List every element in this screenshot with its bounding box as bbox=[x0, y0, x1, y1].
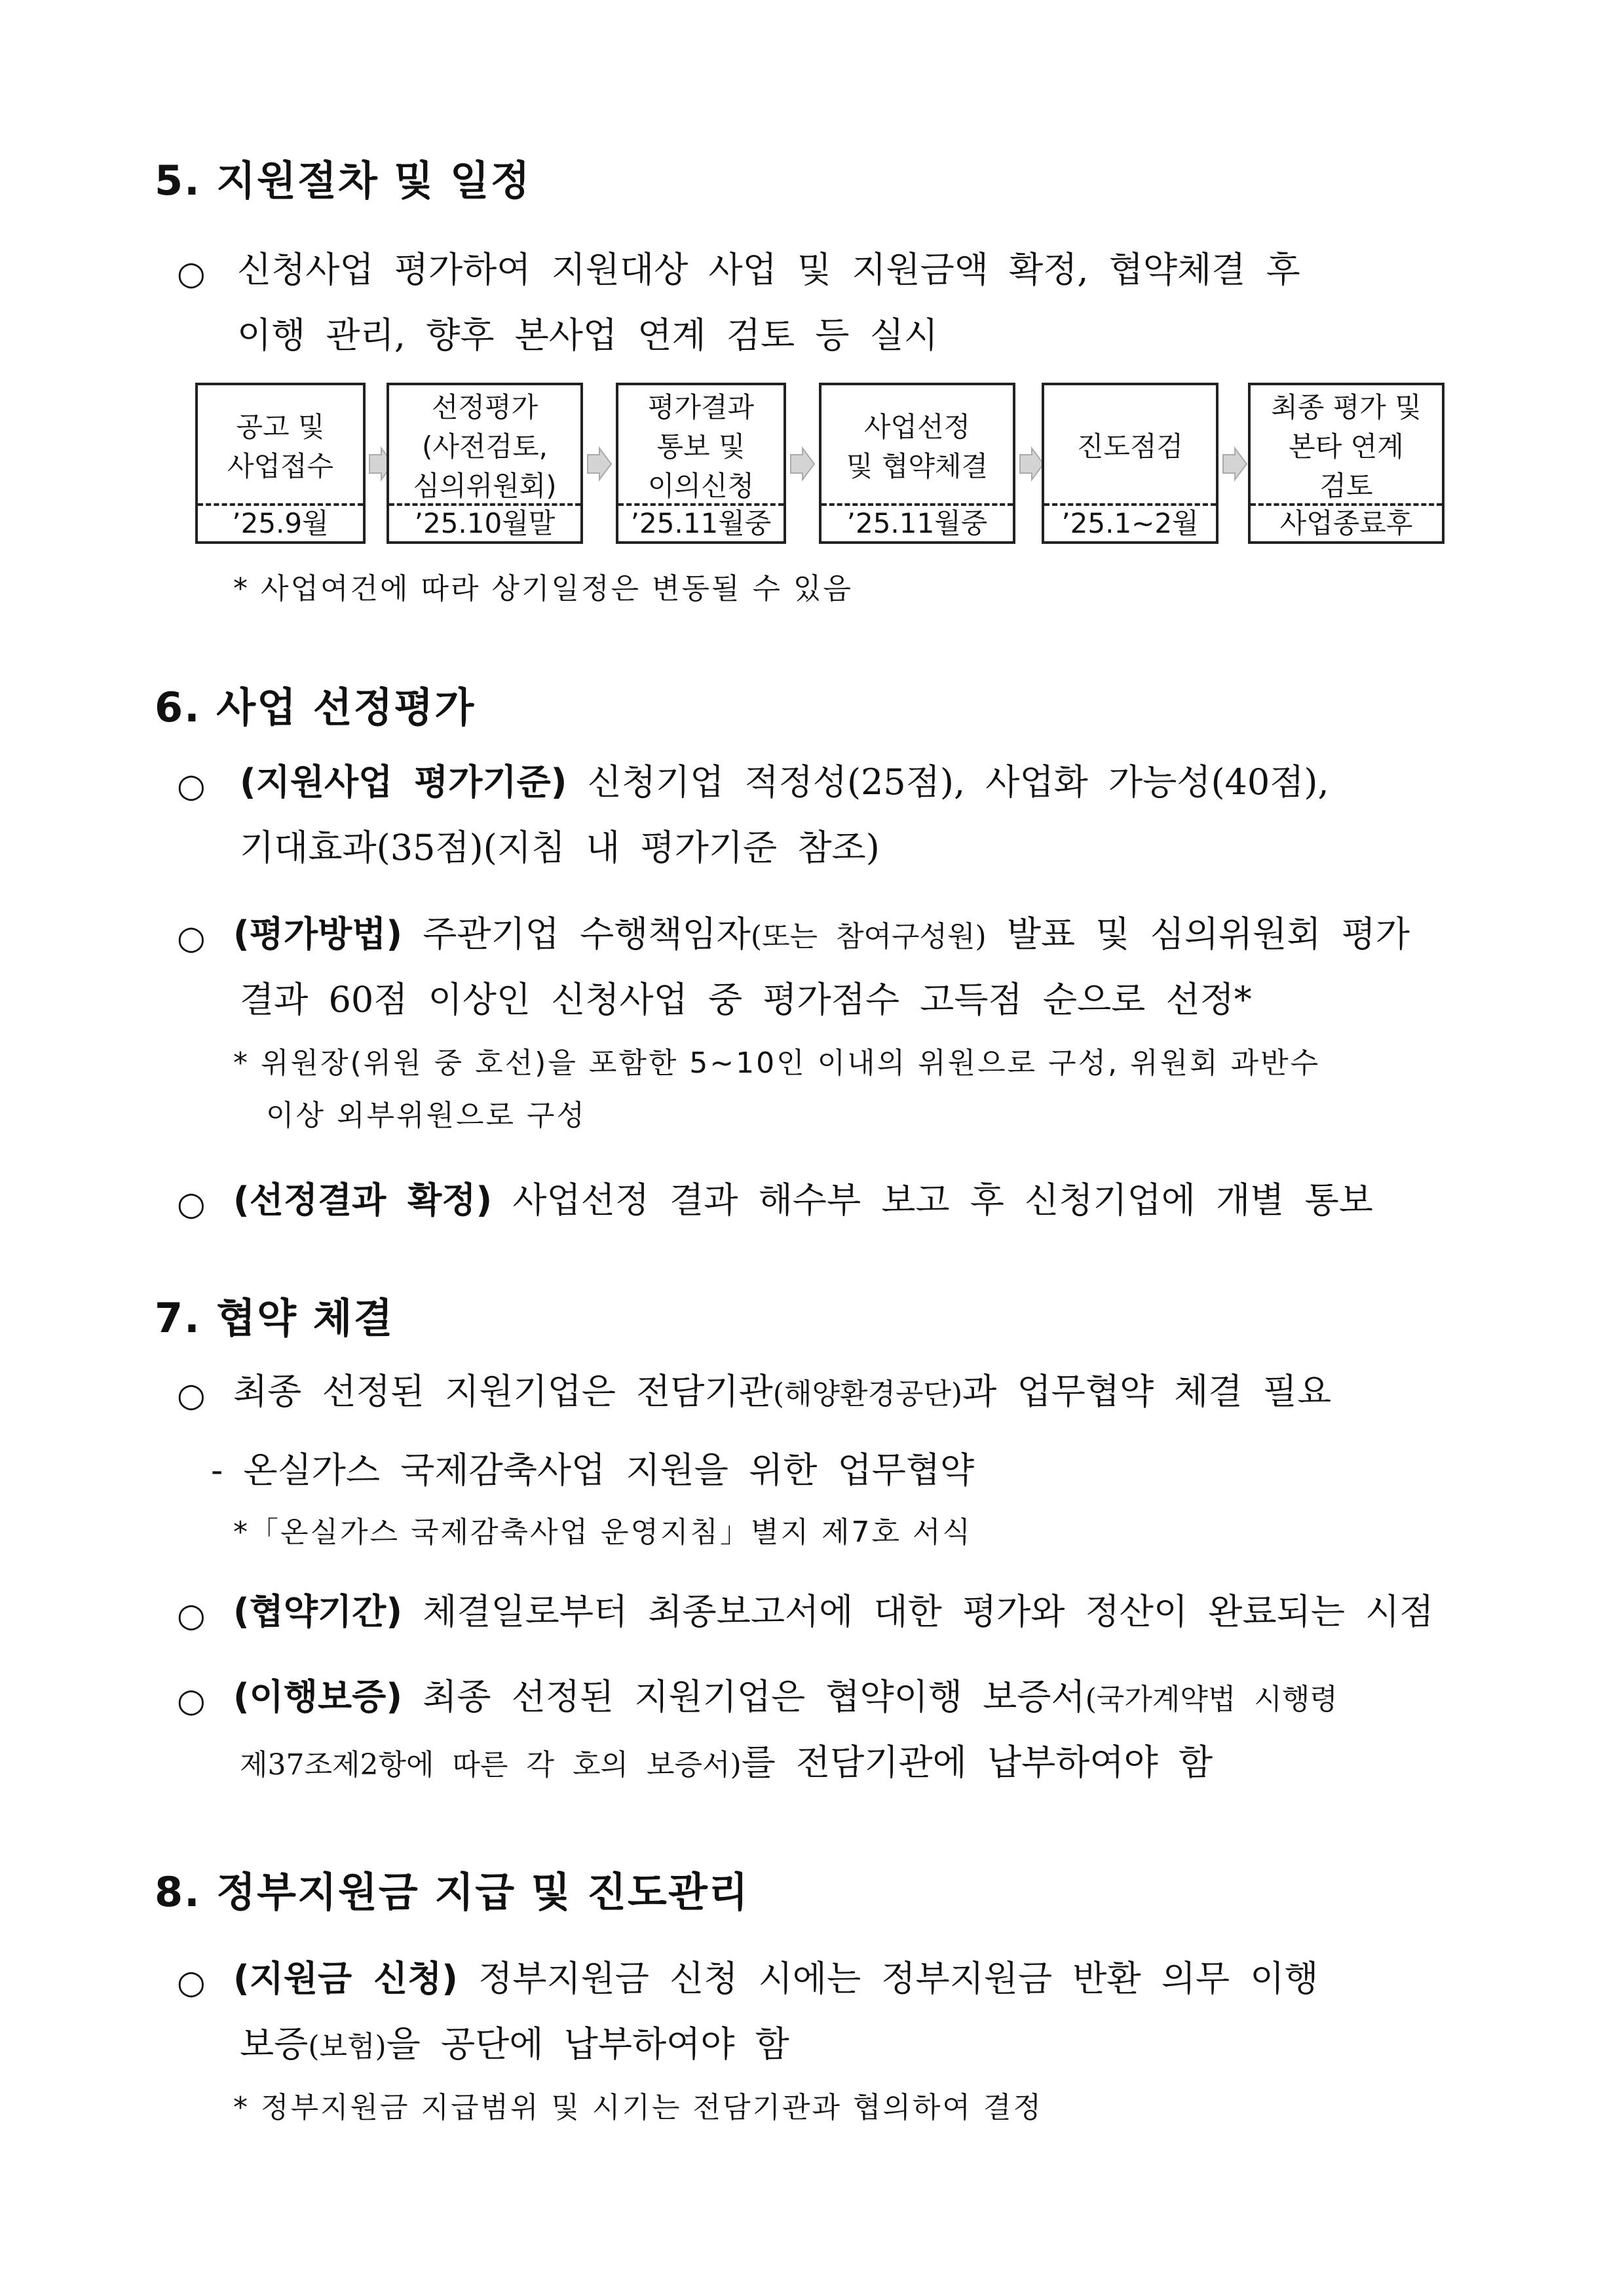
flow-step-2 bbox=[387, 383, 583, 544]
s5-line1: 신청사업 평가하여 지원대상 사업 및 지원금액 확정, 협약체결 후 bbox=[237, 249, 1300, 290]
bullet-icon: ○ bbox=[177, 919, 206, 957]
section-7-heading: 7. 협약 체결 bbox=[155, 1294, 394, 1342]
flow-step-label: 사업선정 및 협약체결 bbox=[846, 411, 989, 482]
s6-b2-note2: 이상 외부위원으로 구성 bbox=[266, 1099, 587, 1132]
s7-b2-line1 bbox=[233, 1579, 1433, 1645]
flow-step-1 bbox=[195, 383, 366, 544]
s6-b1-line2: 기대효과(35점)(지침 내 평가기준 참조) bbox=[240, 827, 880, 868]
s7-b3-text-c: 제37조제2항에 따른 각 호의 보증서) bbox=[240, 1748, 742, 1782]
s6-b2-note1: * 위원장(위원 중 호선)을 포함한 5~10인 이내의 위원으로 구성, 위원회 과반수 bbox=[233, 1046, 1321, 1080]
s7-b1-text-c: 과 업무협약 체결 필요 bbox=[962, 1371, 1332, 1412]
s7-b2-title: (협약기간) bbox=[233, 1591, 403, 1632]
s6-b2-line1 bbox=[233, 902, 1410, 970]
s8-b1-text-a: 보증 bbox=[240, 2023, 309, 2065]
bullet-icon: ○ bbox=[177, 1681, 206, 1719]
s8-b1-line2 bbox=[240, 2012, 789, 2080]
flow-step-date: ’25.11월중 bbox=[618, 503, 784, 541]
s6-b3-title: (선정결과 확정) bbox=[233, 1179, 493, 1221]
s6-b2-text-a: 주관기업 수행책임자 bbox=[423, 913, 751, 955]
flow-step-label: 최종 평가 및 본타 연계 검토 bbox=[1271, 391, 1422, 502]
flow-step-label: 진도점검 bbox=[1076, 430, 1184, 463]
s8-b1-text-c: 을 공단에 납부하여야 함 bbox=[386, 2023, 789, 2065]
flow-step-date: 사업종료후 bbox=[1251, 503, 1442, 541]
s6-b1-text: 신청기업 적정성(25점), 사업화 가능성(40점), bbox=[587, 761, 1329, 803]
s5-note: * 사업여건에 따라 상기일정은 변동될 수 있음 bbox=[233, 572, 853, 605]
s7-dash-line: - 온실가스 국제감축사업 지원을 위한 업무협약 bbox=[211, 1449, 975, 1491]
s7-b3-text-a: 최종 선정된 지원기업은 협약이행 보증서 bbox=[423, 1676, 1086, 1717]
s6-b3-text: 사업선정 결과 해수부 보고 후 신청기업에 개별 통보 bbox=[512, 1179, 1373, 1221]
s6-b3-line1 bbox=[233, 1168, 1373, 1233]
s6-b2-text-c: 발표 및 심의위원회 평가 bbox=[1006, 913, 1410, 955]
s8-b1-text: 정부지원금 신청 시에는 정부지원금 반환 의무 이행 bbox=[478, 1958, 1319, 1999]
flow-step-date: ’25.11월중 bbox=[821, 503, 1013, 541]
bullet-icon: ○ bbox=[177, 1376, 206, 1414]
s6-b2-line2: 결과 60점 이상인 신청사업 중 평가점수 고득점 순으로 선정* bbox=[240, 979, 1252, 1020]
bullet-icon: ○ bbox=[177, 767, 206, 805]
s7-b3-text-d: 를 전담기관에 납부하여야 함 bbox=[741, 1742, 1213, 1783]
chevron-right-icon bbox=[1220, 446, 1249, 482]
bullet-icon: ○ bbox=[177, 1963, 206, 2001]
s7-b1-text-b: (해양환경공단) bbox=[772, 1377, 963, 1411]
flow-step-3 bbox=[616, 383, 786, 544]
s7-b3-title: (이행보증) bbox=[233, 1676, 403, 1717]
s6-b1-line1 bbox=[240, 750, 1329, 815]
s7-b1-line1 bbox=[233, 1359, 1331, 1427]
s5-line2: 이행 관리, 향후 본사업 연계 검토 등 실시 bbox=[237, 315, 938, 356]
flow-step-label: 공고 및 사업접수 bbox=[227, 411, 334, 482]
flow-step-4 bbox=[819, 383, 1015, 544]
s7-b3-line2 bbox=[240, 1730, 1213, 1798]
flow-step-date: ’25.1~2월 bbox=[1044, 503, 1216, 541]
s7-b3-text-b: (국가계약법 시행령 bbox=[1085, 1683, 1338, 1716]
s8-b1-note: * 정부지원금 지급범위 및 시기는 전담기관과 협의하여 결정 bbox=[233, 2091, 1043, 2124]
section-8-heading: 8. 정부지원금 지급 및 진도관리 bbox=[155, 1868, 749, 1916]
s7-dash-note: *「온실가스 국제감축사업 운영지침」별지 제7호 서식 bbox=[233, 1516, 973, 1549]
s7-b3-line1 bbox=[233, 1664, 1338, 1732]
chevron-right-icon bbox=[788, 446, 817, 482]
s7-b1-text-a: 최종 선정된 지원기업은 전담기관 bbox=[233, 1371, 773, 1412]
s6-b2-text-b: (또는 참여구성원) bbox=[750, 920, 987, 953]
flow-step-6 bbox=[1248, 383, 1445, 544]
s6-b1-title: (지원사업 평가기준) bbox=[240, 761, 567, 803]
flow-step-date: ’25.9월 bbox=[198, 503, 363, 541]
section-6-heading: 6. 사업 선정평가 bbox=[155, 683, 476, 731]
flow-step-label: 선정평가 (사전검토, 심의위원회) bbox=[413, 391, 557, 502]
s7-b2-text: 체결일로부터 최종보고서에 대한 평가와 정산이 완료되는 시점 bbox=[423, 1591, 1434, 1632]
bullet-icon: ○ bbox=[177, 1596, 206, 1634]
s8-b1-line1 bbox=[233, 1946, 1319, 2012]
s6-b2-title: (평가방법) bbox=[233, 913, 403, 955]
bullet-icon: ○ bbox=[177, 254, 206, 292]
flow-step-date: ’25.10월말 bbox=[389, 503, 580, 541]
section-5-heading: 5. 지원절차 및 일정 bbox=[155, 157, 531, 204]
chevron-right-icon bbox=[585, 446, 614, 482]
bullet-icon: ○ bbox=[177, 1185, 206, 1223]
flow-step-5 bbox=[1042, 383, 1218, 544]
s8-b1-text-b: (보험) bbox=[308, 2030, 387, 2063]
flow-step-label: 평가결과 통보 및 이의신청 bbox=[647, 391, 755, 502]
s8-b1-title: (지원금 신청) bbox=[233, 1958, 458, 1999]
